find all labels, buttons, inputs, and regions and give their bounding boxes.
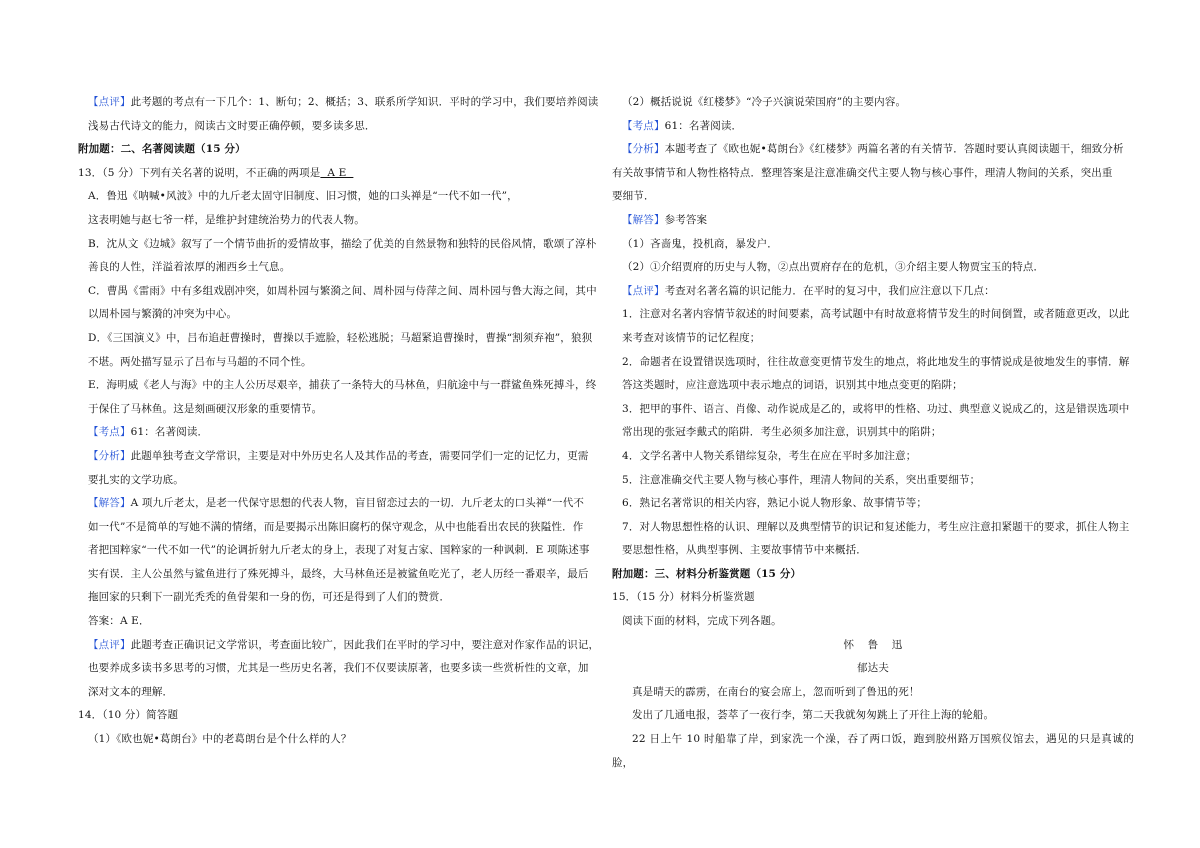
q13-prefix: 13．（5 分）下列有关名著的说明，不正确的两项是 (78, 166, 321, 179)
poem-title: 怀 鲁 迅 (843, 638, 903, 651)
fenxi-tag: 【分析】 (88, 449, 131, 462)
point-7-line1: 7．对人物思想性格的认识、理解以及典型情节的识记和复述能力，考生应注意扣紧题干的要求，抓住人物主 (622, 520, 1130, 533)
q13-stem (78, 162, 600, 186)
passage-line2: 发出了几通电报，荟萃了一夜行李，第二天我就匆匆跳上了开往上海的轮船。 (632, 709, 995, 722)
kaodian-line (78, 421, 600, 445)
dianping1-text: 此考题的考点有一下几个：1、断句；2、概括；3、联系所学知识．平时的学习中，我们要培养阅读 (130, 96, 599, 108)
r-kaodian-tag: 【考点】 (622, 119, 665, 132)
point-1-line1: 1．注意对名著内容情节叙述的时间要素，高考试题中有时故意将情节发生的时间倒置，或者随意更改，以此 (622, 308, 1130, 321)
dianping2-line3: 深对文本的理解． (88, 685, 174, 698)
jieda-line4: 实有误．主人公虽然与鲨鱼进行了殊死搏斗，最终，大马林鱼还是被鲨鱼吃光了，老人历经一番艰辛，最后 (88, 567, 589, 580)
option-d-line2: 不堪。两处描写显示了吕布与马超的不同个性。 (88, 355, 312, 368)
point-1-line2: 来考查对该情节的记忆程度； (622, 331, 761, 344)
dianping2-tag: 【点评】 (88, 638, 131, 651)
point-5: 5．注意准确交代主要人物与核心事件，理清人物间的关系，突出重要细节； (622, 473, 981, 486)
option-c-line1: C．曹禺《雷雨》中有多组戏剧冲突，如周朴园与繁漪之间、周朴园与侍萍之间、周朴园与鲁大海之间，其中 (88, 284, 597, 297)
jieda-line1 (78, 492, 600, 516)
r-jieda-tag: 【解答】 (622, 213, 665, 226)
jieda-text: A 项九斤老太，是老一代保守思想的代表人物，盲目留恋过去的一切．九斤老太的口头禅“一代不 (130, 497, 584, 510)
r-fenxi-line3: 要细节． (612, 190, 655, 203)
poem-author: 郁达夫 (857, 662, 889, 675)
option-a-line1: A．鲁迅《呐喊•风波》中的九斤老太固守旧制度、旧习惯，她的口头禅是“一代不如一代”， (88, 190, 518, 203)
option-b-line1: B．沈从文《边城》叙写了一个情节曲折的爱情故事，描绘了优美的自然景物和独特的民俗风情，歌颂了淳朴 (88, 237, 597, 250)
answer-1: （1）吝啬鬼，投机商，暴发户． (622, 237, 778, 250)
section3-title: 附加题：三、材料分析鉴赏题（15 分） (612, 567, 802, 580)
point-2-line2: 答这类题时，应注意选项中表示地点的词语，识别其中地点变更的陷阱； (622, 379, 963, 392)
kaodian-text: 61：名著阅读． (130, 426, 209, 439)
kaodian-tag: 【考点】 (88, 426, 131, 439)
r-jieda-line (612, 209, 1134, 233)
q15-intro: 阅读下面的材料，完成下列各题。 (622, 615, 782, 628)
option-b-line2: 善良的人性，洋溢着浓厚的湘西乡土气息。 (88, 261, 291, 274)
r-kaodian-text: 61：名著阅读． (664, 119, 743, 132)
point-7-line2: 要思想性格，从典型事例、主要故事情节中来概括． (622, 544, 867, 557)
fenxi-text: 此题单独考查文学常识，主要是对中外历史名人及其作品的考查，需要同学们一定的记忆力，更需 (130, 449, 589, 462)
r-jieda-text: 参考答案 (664, 213, 708, 226)
option-c-line2: 以周朴园与繁漪的冲突为中心。 (88, 308, 238, 321)
point-2-line1: 2．命题者在设置错误选项时，往往故意变更情节发生的地点，将此地发生的事情说成是彼地发生的事情．解 (622, 355, 1130, 368)
q14-sub2: （2）概括说说《红楼梦》“冷子兴演说荣国府”的主要内容。 (622, 96, 907, 108)
point-3-line2: 常出现的张冠李戴式的陷阱．考生必须多加注意，识别其中的陷阱； (622, 426, 942, 439)
option-d-line1: D．《三国演义》中，吕布追赶曹操时，曹操以手遮脸，轻松逃脱；马超紧追曹操时，曹操“割须弃袍”，狼狈 (88, 331, 593, 344)
r-fenxi-line2: 有关故事情节和人物性格特点．整理答案是注意准确交代主要人物与核心事件，理清人物间的关系，突出重 (612, 166, 1113, 179)
point-4: 4．文学名著中人物关系错综复杂，考生在应在平时多加注意； (622, 449, 917, 462)
passage-line3: 22 日上午 10 时船靠了岸，到家洗一个澡，吞了两口饭，跑到胶州路万国殡仪馆去，遇见的只是真诚的脸， (612, 733, 1134, 769)
passage-line1: 真是晴天的霹雳，在南台的宴会席上，忽而听到了鲁迅的死！ (632, 685, 920, 698)
r-fenxi-text: 本题考查了《欧也妮•葛朗台》《红楼梦》两篇名著的有关情节．答题时要认真阅读题干，细致分析 (664, 143, 1124, 156)
jieda-line3: 者把国粹家“一代不如一代”的论调折射九斤老太的身上，表现了对复古家、国粹家的一种讽刺．E 项陈述事 (88, 544, 590, 557)
q14-title: 14．（10 分）简答题 (78, 709, 179, 722)
r-fenxi-line1 (612, 138, 1134, 162)
jieda-tag: 【解答】 (88, 497, 131, 510)
answer-2: （2）①介绍贾府的历史与人物，②点出贾府存在的危机，③介绍主要人物贾宝玉的特点． (622, 261, 1045, 274)
r-dianping-text: 考查对名著名篇的识记能力．在平时的复习中，我们应注意以下几点： (664, 284, 995, 297)
jieda-line5: 拖回家的只剩下一副光秃秃的鱼骨架和一身的伤，可还是得到了人们的赞赏． (88, 591, 451, 604)
q13-answer-blank: A E (320, 166, 354, 179)
option-e-line1: E．海明威《老人与海》中的主人公历尽艰辛，捕获了一条特大的马林鱼，归航途中与一群鲨鱼殊死搏斗，终 (88, 379, 597, 392)
dianping2-line1 (78, 634, 600, 658)
point-6: 6．熟记名著常识的相关内容，熟记小说人物形象、故事情节等； (622, 497, 928, 510)
fenxi-line2: 要扎实的文学功底。 (88, 473, 184, 486)
q14-sub1: （1）《欧也妮•葛朗台》中的老葛朗台是个什么样的人？ (88, 733, 352, 746)
r-kaodian-line (612, 115, 1134, 139)
r-fenxi-tag: 【分析】 (622, 143, 665, 156)
dianping1-line1 (78, 91, 600, 115)
option-e-line2: 于保住了马林鱼。这是刻画硬汉形象的重要情节。 (88, 402, 323, 415)
r-dianping-line (612, 280, 1134, 304)
right-column (612, 91, 1134, 775)
left-column (78, 91, 600, 752)
answer-line: 答案：A E． (88, 615, 150, 628)
option-a-line2: 这表明她与赵七爷一样，是维护封建统治势力的代表人物。 (88, 213, 365, 226)
jieda-line2: 如一代”不是简单的写她不满的情绪，而是要揭示出陈旧腐朽的保守观念，从中也能看出农民的狭隘性．作 (88, 520, 584, 533)
dianping2-line2: 也要养成多读书多思考的习惯，尤其是一些历史名著，我们不仅要读原著，也要多读一些赏析性的文章，加 (88, 662, 589, 675)
dianping-tag: 【点评】 (88, 96, 131, 108)
dianping2-text: 此题考查正确识记文学常识，考查面比较广，因此我们在平时的学习中，要注意对作家作品的识记， (130, 638, 600, 651)
section2-title: 附加题：二、名著阅读题（15 分） (78, 143, 246, 156)
dianping1-line2: 浅易古代诗文的能力，阅读古文时要正确停顿，要多读多思． (88, 119, 376, 132)
q15-title: 15．（15 分）材料分析鉴赏题 (612, 591, 755, 604)
point-3-line1: 3．把甲的事件、语言、肖像、动作说成是乙的，或将甲的性格、功过、典型意义说成乙的，这是错误选项中 (622, 402, 1130, 415)
r-dianping-tag: 【点评】 (622, 284, 665, 297)
fenxi-line1 (78, 445, 600, 469)
